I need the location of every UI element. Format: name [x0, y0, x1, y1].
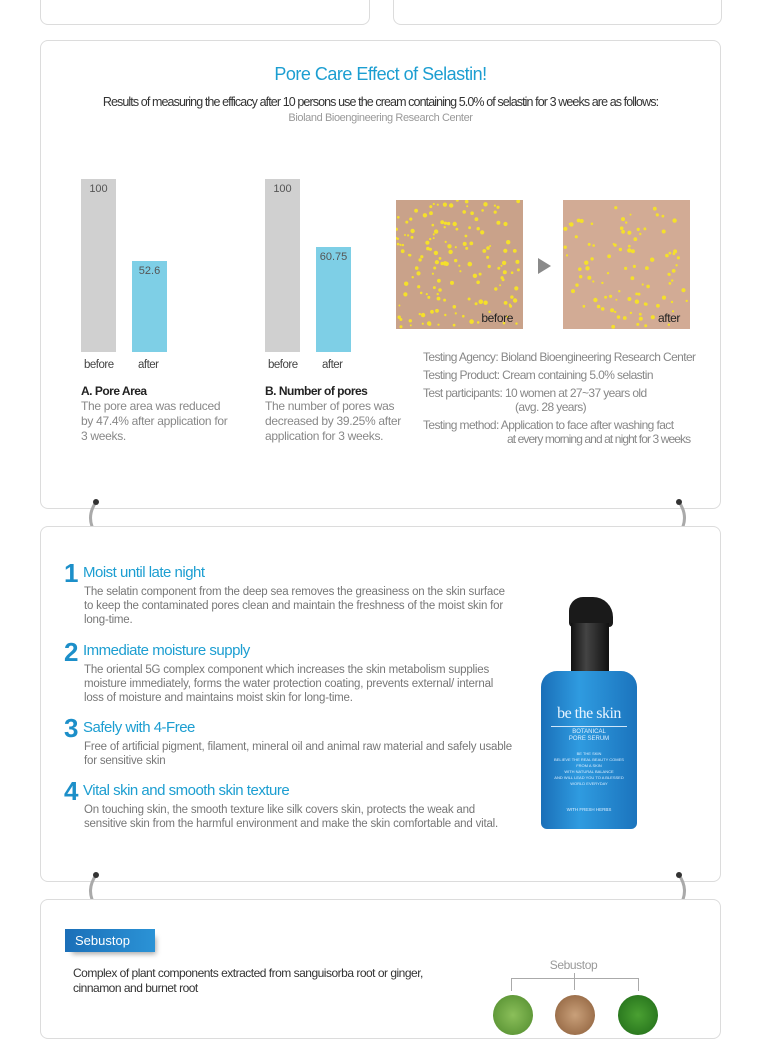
- pore-dot: [425, 241, 429, 245]
- pore-dot: [450, 281, 454, 285]
- pore-dot: [566, 254, 568, 256]
- category-before: before: [268, 359, 298, 371]
- testing-method-cont: at every morning and at night for 3 weeks: [507, 432, 691, 446]
- pore-dot: [462, 210, 466, 214]
- pore-dot: [564, 246, 567, 249]
- pore-dot: [506, 240, 510, 244]
- pore-dot: [645, 266, 649, 270]
- pore-dot: [686, 300, 688, 302]
- pore-dot: [428, 323, 431, 326]
- pore-dot: [398, 316, 401, 319]
- pore-dot: [669, 282, 672, 285]
- pore-dot: [444, 314, 446, 316]
- pore-dot: [456, 228, 459, 231]
- brand-underline: [551, 726, 627, 727]
- feature-2-number: 2: [64, 637, 79, 667]
- pore-dot: [651, 315, 655, 319]
- pore-dot: [437, 297, 441, 301]
- pore-dot: [456, 200, 459, 202]
- pore-dot: [402, 244, 404, 246]
- pore-dot: [569, 223, 571, 225]
- pore-dot: [515, 260, 519, 264]
- pore-dot: [468, 226, 471, 229]
- pore-dot: [631, 276, 635, 280]
- product-footer: WITH FRESH HERBS: [566, 807, 612, 812]
- pore-dot: [639, 317, 643, 321]
- pore-dot: [631, 249, 635, 253]
- pore-dot: [630, 214, 632, 216]
- pore-dot: [496, 221, 500, 225]
- pore-dot: [642, 283, 644, 285]
- pore-dots-before: [396, 200, 523, 329]
- bar-a-before: [81, 179, 116, 352]
- pore-dot: [469, 242, 473, 246]
- pore-dot: [501, 265, 503, 267]
- pore-dot: [400, 325, 403, 328]
- category-after: after: [138, 359, 159, 371]
- pore-dot: [672, 269, 676, 273]
- pore-dot: [639, 233, 641, 235]
- pore-dot: [517, 268, 520, 271]
- pore-dot: [433, 286, 436, 289]
- pore-dot: [677, 256, 680, 259]
- pore-dot: [433, 267, 436, 270]
- bar-b-before: [265, 179, 300, 352]
- pore-dot: [427, 296, 430, 299]
- pore-dot: [443, 299, 446, 302]
- pore-dot: [429, 238, 431, 240]
- herb-circle-ginger: [618, 995, 658, 1035]
- after-photo: [563, 200, 690, 329]
- section-title: Pore Care Effect of Selastin!: [274, 64, 487, 84]
- pore-dot: [453, 305, 457, 309]
- pore-dot: [583, 305, 586, 308]
- pore-dot: [604, 296, 607, 299]
- pore-dot: [681, 288, 685, 292]
- pore-dot: [639, 313, 642, 316]
- pore-dot: [420, 292, 423, 295]
- diagram-center-line: [574, 973, 575, 990]
- testing-method: Testing method: Application to face after washing fact: [423, 418, 674, 432]
- chart-a-description: The pore area was reduced by 47.4% after application for 3 weeks.: [81, 399, 228, 443]
- pore-dot: [513, 249, 517, 253]
- pore-dot: [437, 293, 439, 295]
- pore-dot: [423, 213, 427, 217]
- pore-dot: [482, 249, 486, 253]
- pore-dot: [514, 286, 518, 290]
- pore-dot: [662, 296, 666, 300]
- pore-dot: [644, 302, 647, 305]
- product-line1: BOTANICAL: [572, 729, 606, 735]
- pore-dot: [403, 292, 407, 296]
- pore-dot: [489, 245, 491, 247]
- sebustop-card: [40, 899, 721, 1039]
- pore-dot: [418, 258, 421, 261]
- pore-dot: [421, 313, 425, 317]
- testing-product: Testing Product: Cream containing 5.0% selastin: [423, 368, 653, 382]
- pore-dot: [447, 244, 451, 248]
- pore-dot: [466, 205, 468, 207]
- pore-dot: [588, 243, 591, 246]
- pore-dot: [502, 261, 506, 265]
- test-participants: Test participants: 10 women at 27~37 years old: [423, 386, 647, 400]
- feature-4-title: Vital skin and smooth skin texture: [83, 782, 290, 799]
- pore-dot: [434, 229, 438, 233]
- feature-3-desc: Free of artificial pigment, filament, mineral oil and animal raw material and safely usable for sensitive skin: [84, 741, 512, 767]
- pore-dot: [415, 266, 419, 270]
- pore-dot: [510, 295, 513, 298]
- small-text-line: BELIEVE THE REAL BEAUTY COMES: [554, 757, 624, 762]
- feature-2-desc: The oriental 5G complex component which increases the skin metabolism supplies moisture immediately, forms the water protection coating, prevents external/ internal loss of moisture and maintains moist skin for long-time.: [84, 664, 494, 704]
- bar-b-before-label: 100: [273, 183, 292, 195]
- small-text-line: WITH NATURAL BALANCE: [564, 769, 614, 774]
- pore-dot: [497, 267, 500, 270]
- pore-dot: [486, 246, 490, 250]
- bottle-body: [541, 671, 637, 829]
- chart-b-title: B. Number of pores: [265, 384, 368, 398]
- product-small-text: [541, 751, 637, 787]
- pore-dot: [455, 246, 457, 248]
- product-line2: PORE SERUM: [568, 736, 610, 742]
- pore-dot: [416, 271, 420, 275]
- pore-dot: [443, 261, 448, 266]
- pore-dot: [672, 218, 676, 222]
- pore-dot: [417, 285, 420, 288]
- pore-dot: [410, 324, 412, 326]
- chart-a: [81, 179, 241, 449]
- pore-dot: [614, 206, 617, 209]
- pore-dot: [644, 324, 647, 327]
- pore-dot: [633, 237, 637, 241]
- pore-dot: [477, 321, 480, 324]
- pore-dot: [669, 252, 672, 255]
- pore-dot: [479, 273, 482, 276]
- pore-dot: [503, 270, 507, 274]
- pore-dot: [607, 254, 611, 258]
- sebustop-diagram-label: Sebustop: [549, 958, 598, 972]
- pore-dot: [563, 227, 567, 231]
- before-photo-label: before: [481, 311, 513, 325]
- pore-dot: [479, 299, 484, 304]
- pore-dot: [432, 224, 435, 227]
- pore-dot: [580, 219, 584, 223]
- pore-dot: [575, 235, 578, 238]
- pore-dot: [419, 313, 421, 315]
- pore-dot: [643, 227, 646, 230]
- pore-dot: [483, 301, 487, 305]
- pore-dot: [426, 293, 428, 295]
- pore-dot: [412, 276, 414, 278]
- diagram-bracket: [511, 978, 639, 991]
- pore-dot: [469, 319, 474, 324]
- pore-dot: [671, 279, 673, 281]
- pore-dot: [433, 237, 435, 239]
- pore-dot: [444, 226, 446, 228]
- pore-dot: [513, 298, 517, 302]
- product-bottle: [539, 597, 639, 832]
- pore-dot: [593, 298, 597, 302]
- pore-dot: [434, 251, 438, 255]
- pore-dot: [404, 234, 406, 236]
- pore-dot: [398, 305, 400, 307]
- sebustop-description: Complex of plant components extracted from sanguisorba root or ginger, cinnamon and burnet root: [73, 966, 423, 995]
- pore-dot: [422, 323, 424, 325]
- pore-dot: [601, 307, 605, 311]
- pore-dot: [440, 220, 444, 224]
- feature-4-number: 4: [64, 776, 79, 806]
- small-text-line: FROM A SKIN: [576, 763, 602, 768]
- chart-a-title: A. Pore Area: [81, 384, 147, 398]
- feature-1-desc: The selatin component from the deep sea removes the greasiness on the skin surface to keep the contaminated pores clean and maintain the freshness of the moist skin for long-time.: [84, 586, 505, 626]
- pore-dot: [435, 309, 439, 313]
- pore-dot: [483, 202, 487, 206]
- pore-dot: [462, 315, 465, 318]
- play-triangle-icon: [538, 258, 551, 274]
- feature-1-title: Moist until late night: [83, 564, 205, 581]
- pore-dot: [454, 259, 457, 262]
- pore-dot: [590, 257, 593, 260]
- pore-dots-after: [563, 200, 690, 329]
- pore-dot: [504, 301, 508, 305]
- pore-dot: [404, 282, 408, 286]
- pore-dot: [614, 311, 616, 313]
- pore-dot: [494, 211, 497, 214]
- pore-dot: [621, 217, 625, 221]
- pore-dot: [623, 316, 627, 320]
- pore-dot: [502, 278, 505, 281]
- pore-dot: [458, 265, 460, 267]
- pore-dot: [430, 310, 434, 314]
- pore-dot: [465, 200, 469, 203]
- pore-dot: [627, 248, 631, 252]
- pore-dot: [480, 230, 484, 234]
- pore-dot: [653, 207, 657, 211]
- pore-dot: [414, 209, 418, 213]
- pore-dot: [625, 221, 627, 223]
- pore-dot: [499, 284, 501, 286]
- pore-dot: [635, 300, 639, 304]
- pore-dot: [614, 244, 617, 247]
- pore-dot: [429, 205, 432, 208]
- pore-dot: [407, 234, 409, 236]
- pore-dot: [433, 203, 435, 205]
- feature-2-title: Immediate moisture supply: [83, 642, 250, 659]
- pore-dot: [516, 200, 520, 203]
- pore-dot: [494, 205, 496, 207]
- pore-dot: [399, 244, 401, 246]
- pore-dot: [449, 203, 453, 207]
- pore-dot: [476, 281, 480, 285]
- feature-3-title: Safely with 4-Free: [83, 719, 195, 736]
- pore-dot: [408, 254, 411, 257]
- pore-dot: [665, 254, 669, 258]
- pore-dot: [591, 223, 594, 226]
- pore-dot: [621, 230, 625, 234]
- herb-circle-sanguisorba: [493, 995, 533, 1035]
- pore-dot: [587, 276, 591, 280]
- pore-dot: [420, 255, 423, 258]
- pore-dot: [656, 304, 660, 308]
- pore-dot: [627, 231, 631, 235]
- pore-dot: [429, 211, 433, 215]
- features-card: [40, 526, 721, 882]
- pore-dot: [455, 312, 457, 314]
- pore-dot: [511, 271, 514, 274]
- pore-dot: [592, 244, 595, 247]
- bar-b-after-label: 60.75: [319, 250, 348, 263]
- pore-dot: [453, 222, 457, 226]
- pore-dot: [584, 261, 588, 265]
- pore-dot: [488, 265, 491, 268]
- pore-dot: [438, 288, 442, 292]
- pore-dot: [585, 266, 589, 270]
- pore-dot: [409, 218, 412, 221]
- pore-dot: [486, 256, 489, 259]
- before-photo: [396, 200, 523, 329]
- pore-dot: [575, 283, 578, 286]
- pore-dot: [426, 247, 430, 251]
- pore-dot: [673, 252, 676, 255]
- pore-dot: [447, 222, 450, 225]
- pore-dot: [496, 206, 499, 209]
- bottle-cap: [571, 623, 609, 673]
- herb-circle-cinnamon: [555, 995, 595, 1035]
- pore-dot: [509, 304, 511, 306]
- pore-dot: [468, 262, 473, 267]
- pore-dot: [668, 273, 671, 276]
- pore-dot: [437, 204, 439, 206]
- pore-dot: [437, 279, 441, 283]
- test-participants-avg: (avg. 28 years): [515, 400, 587, 414]
- product-brand: be the skin: [557, 705, 621, 722]
- pore-dot: [445, 241, 447, 243]
- pore-dot: [410, 229, 414, 233]
- pore-dot: [636, 323, 639, 326]
- pore-dot: [444, 222, 447, 225]
- pore-dot: [463, 242, 467, 246]
- pore-dot: [610, 308, 614, 312]
- section-source: Bioland Bioengineering Research Center: [288, 112, 473, 124]
- pore-dot: [607, 272, 609, 274]
- category-before: before: [84, 359, 114, 371]
- pore-dot: [443, 203, 447, 207]
- pore-dot: [633, 265, 636, 268]
- pore-dot: [475, 217, 479, 221]
- pore-dot: [503, 222, 507, 226]
- pore-dot: [615, 299, 617, 301]
- pore-dot: [611, 325, 615, 329]
- bar-a-before-label: 100: [89, 183, 108, 195]
- after-photo-label: after: [657, 311, 680, 325]
- small-text-line: BE THE SKIN: [576, 751, 602, 756]
- pore-dot: [435, 260, 439, 264]
- pore-dot: [437, 324, 439, 326]
- sebustop-badge: Sebustop: [65, 929, 155, 952]
- pore-dot: [624, 267, 627, 270]
- testing-agency: Testing Agency: Bioland Bioengineering Research Center: [423, 350, 696, 364]
- pore-dot: [675, 264, 677, 266]
- pore-dot: [619, 248, 622, 251]
- pore-dot: [401, 249, 405, 253]
- pore-dot: [650, 258, 654, 262]
- pore-dot: [609, 295, 612, 298]
- pore-dot: [637, 228, 640, 231]
- section-subtitle: Results of measuring the efficacy after 10 persons use the cream containing 5.0% of selastin for 3 weeks are as follows:: [102, 95, 659, 109]
- pore-dot: [618, 290, 620, 292]
- pore-dot: [448, 250, 452, 254]
- pore-dot: [601, 282, 603, 284]
- pore-dot: [592, 280, 594, 282]
- pore-dot: [597, 305, 601, 309]
- pore-dot: [453, 324, 456, 327]
- pore-dot: [397, 216, 400, 219]
- small-text-line: WORLD EVERYDAY: [570, 781, 608, 786]
- pore-dot: [515, 322, 517, 324]
- pore-dot: [405, 221, 408, 224]
- pore-dot: [617, 315, 620, 318]
- pore-dot: [578, 267, 582, 271]
- chart-b-description: The number of pores was decreased by 39.25% after application for 3 weeks.: [265, 399, 401, 443]
- pore-dot: [470, 211, 474, 215]
- pore-dot: [475, 302, 478, 305]
- pore-dot: [630, 312, 632, 314]
- pore-dot: [439, 257, 442, 260]
- pore-dot: [620, 226, 624, 230]
- pore-dot: [396, 228, 398, 231]
- top-card-left: [40, 0, 370, 25]
- pore-dot: [432, 273, 434, 275]
- pore-dot: [473, 274, 477, 278]
- pore-care-card: [40, 40, 721, 509]
- top-card-right: [393, 0, 722, 25]
- bar-a-after-label: 52.6: [138, 265, 161, 277]
- pore-dot: [656, 213, 659, 216]
- pore-dot: [638, 293, 641, 296]
- pore-dot: [646, 285, 650, 289]
- pore-dot: [481, 209, 484, 212]
- pore-dot: [477, 227, 480, 230]
- pore-dot: [503, 249, 507, 253]
- pore-dot: [433, 233, 435, 235]
- pore-dot: [671, 301, 673, 303]
- pore-dot: [468, 298, 471, 301]
- pore-dot: [397, 243, 400, 246]
- small-text-line: AND WILL LEAD YOU TO A BLESSED: [554, 775, 624, 780]
- pore-dot: [465, 247, 468, 250]
- pore-dot: [662, 215, 665, 218]
- feature-3-number: 3: [64, 713, 79, 743]
- pore-dot: [409, 319, 412, 322]
- pore-dot: [662, 230, 666, 234]
- pore-dot: [494, 287, 497, 290]
- pore-dot: [571, 289, 575, 293]
- pore-dot: [627, 297, 631, 301]
- feature-4-desc: On touching skin, the smooth texture like silk covers skin, protects the weak and sensitive skin from the harmful environment and make the skin comfortable and vital.: [84, 804, 499, 830]
- category-after: after: [322, 359, 343, 371]
- pore-dot: [459, 270, 461, 272]
- pore-dot: [411, 236, 414, 239]
- pore-dot: [628, 245, 631, 248]
- feature-1-number: 1: [64, 558, 79, 588]
- pore-dot: [465, 235, 468, 238]
- pore-dot: [579, 275, 582, 278]
